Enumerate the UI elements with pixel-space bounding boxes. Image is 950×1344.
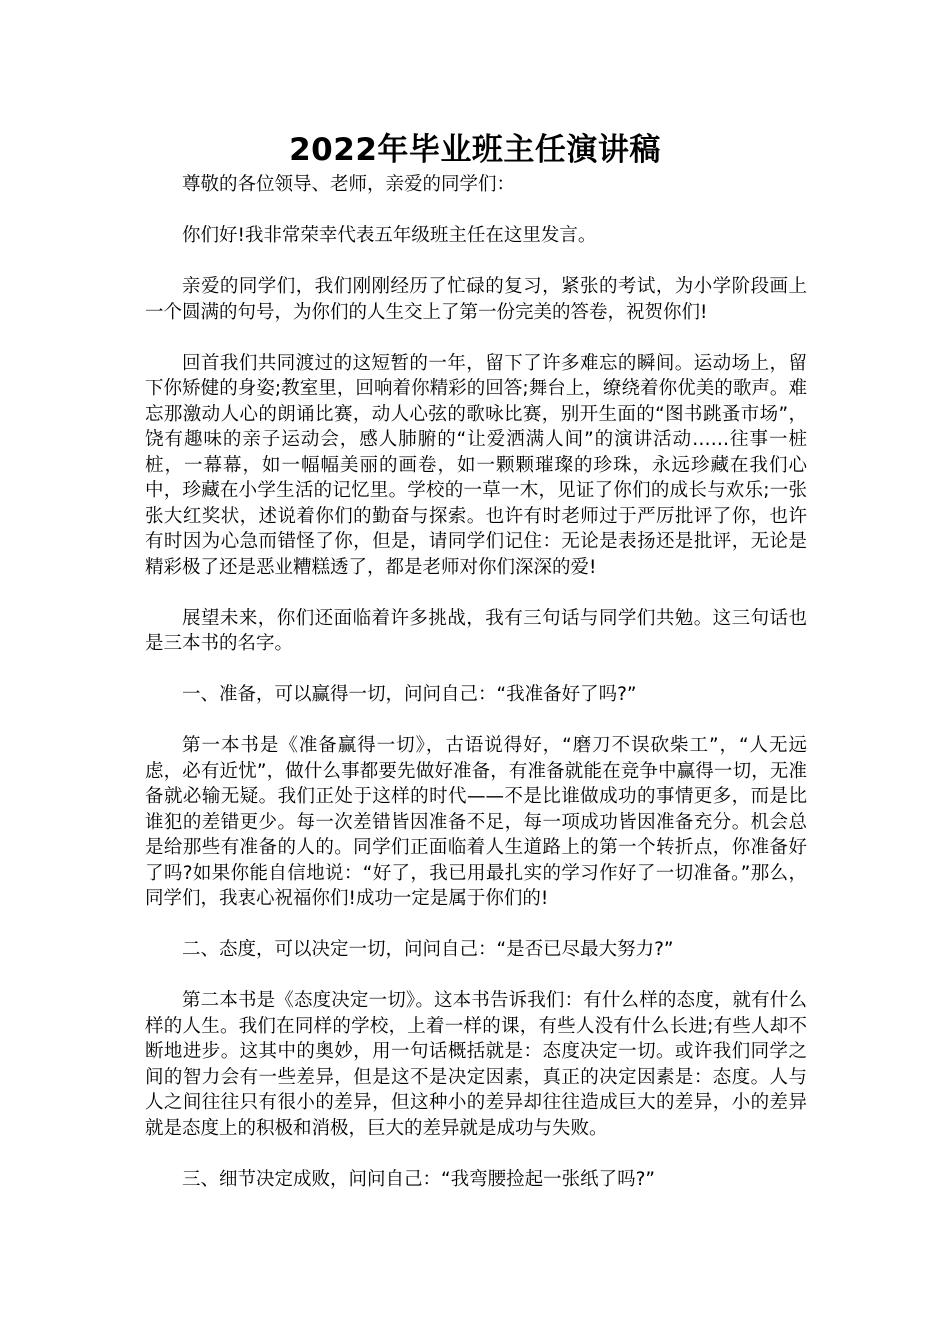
paragraph-salutation: 尊敬的各位领导、老师，亲爱的同学们： (182, 174, 516, 195)
heading-point-three: 三、细节决定成败，问问自己：“我弯腰捡起一张纸了吗?” (182, 1168, 655, 1190)
document-title: 2022年毕业班主任演讲稿 (289, 132, 661, 168)
paragraph-future: 展望未来，你们还面临着许多挑战，我有三句话与同学们共勉。这三句话也是三本书的名字。 (145, 607, 807, 654)
document-body (145, 172, 807, 1218)
heading-point-two: 二、态度，可以决定一切，问问自己：“是否已尽最大努力?” (182, 939, 674, 960)
paragraph-memories: 回首我们共同渡过的这短暂的一年，留下了许多难忘的瞬间。运动场上，留下你矫健的身姿;教室里，回响着你精彩的回答;舞台上，缭绕着你优美的歌声。难忘那激动人心的朗诵比赛，动人心弦的歌咏比赛，别开生面的“图书跳蚤市场”，饶有趣味的亲子运动会，感人肺腑的“让爱洒满人间”的演讲活动……往事一桩桩，一幕幕，如一幅幅美丽的画卷，如一颗颗璀璨的珍珠，永远珍藏在我们心中，珍藏在小学生活的记忆里。学校的一草一木，见证了你们的成长与欢乐;一张张大红奖状，述说着你们的勤奋与探索。也许有时老师过于严厉批评了你，也许有时因为心急而错怪了你，但是，请同学们记住：无论是表扬还是批评，无论是精彩极了还是恶业糟糕透了，都是老师对你们深深的爱! (145, 352, 807, 578)
heading-point-one: 一、准备，可以赢得一切，问问自己：“我准备好了吗?” (182, 684, 637, 705)
paragraph-congratulations: 亲爱的同学们，我们刚刚经历了忙碌的复习，紧张的考试，为小学阶段画上一个圆满的句号，为你们的人生交上了第一份完美的答卷，祝贺你们! (145, 276, 807, 323)
paragraph-book-two: 第二本书是《态度决定一切》。这本书告诉我们：有什么样的态度，就有什么样的人生。我们在同样的学校，上着一样的课，有些人没有什么长进;有些人却不断地进步。这其中的奥妙，用一句话概括就是：态度决定一切。或许我们同学之间的智力会有一些差异，但是这不是决定因素，真正的决定因素是：态度。人与人之间往往只有很小的差异，但这种小的差异却往往造成巨大的差异，小的差异就是态度上的积极和消极，巨大的差异就是成功与失败。 (145, 990, 807, 1139)
paragraph-book-one: 第一本书是《准备赢得一切》，古语说得好，“磨刀不误砍柴工”，“人无远虑，必有近忧”，做什么事都要先做好准备，有准备就能在竞争中赢得一切，无准备就必输无疑。我们正处于这样的时代——不是比谁做成功的事情更多，而是比谁犯的差错更少。每一次差错皆因准备不足，每一项成功皆因准备充分。机会总是给那些有准备的人的。同学们正面临着人生道路上的第一个转折点，你准备好了吗?如果你能自信地说：“好了，我已用最扎实的学习作好了一切准备。”那么，同学们，我衷心祝福你们!成功一定是属于你们的! (145, 735, 807, 909)
paragraph-greeting: 你们好!我非常荣幸代表五年级班主任在这里发言。 (182, 225, 597, 246)
